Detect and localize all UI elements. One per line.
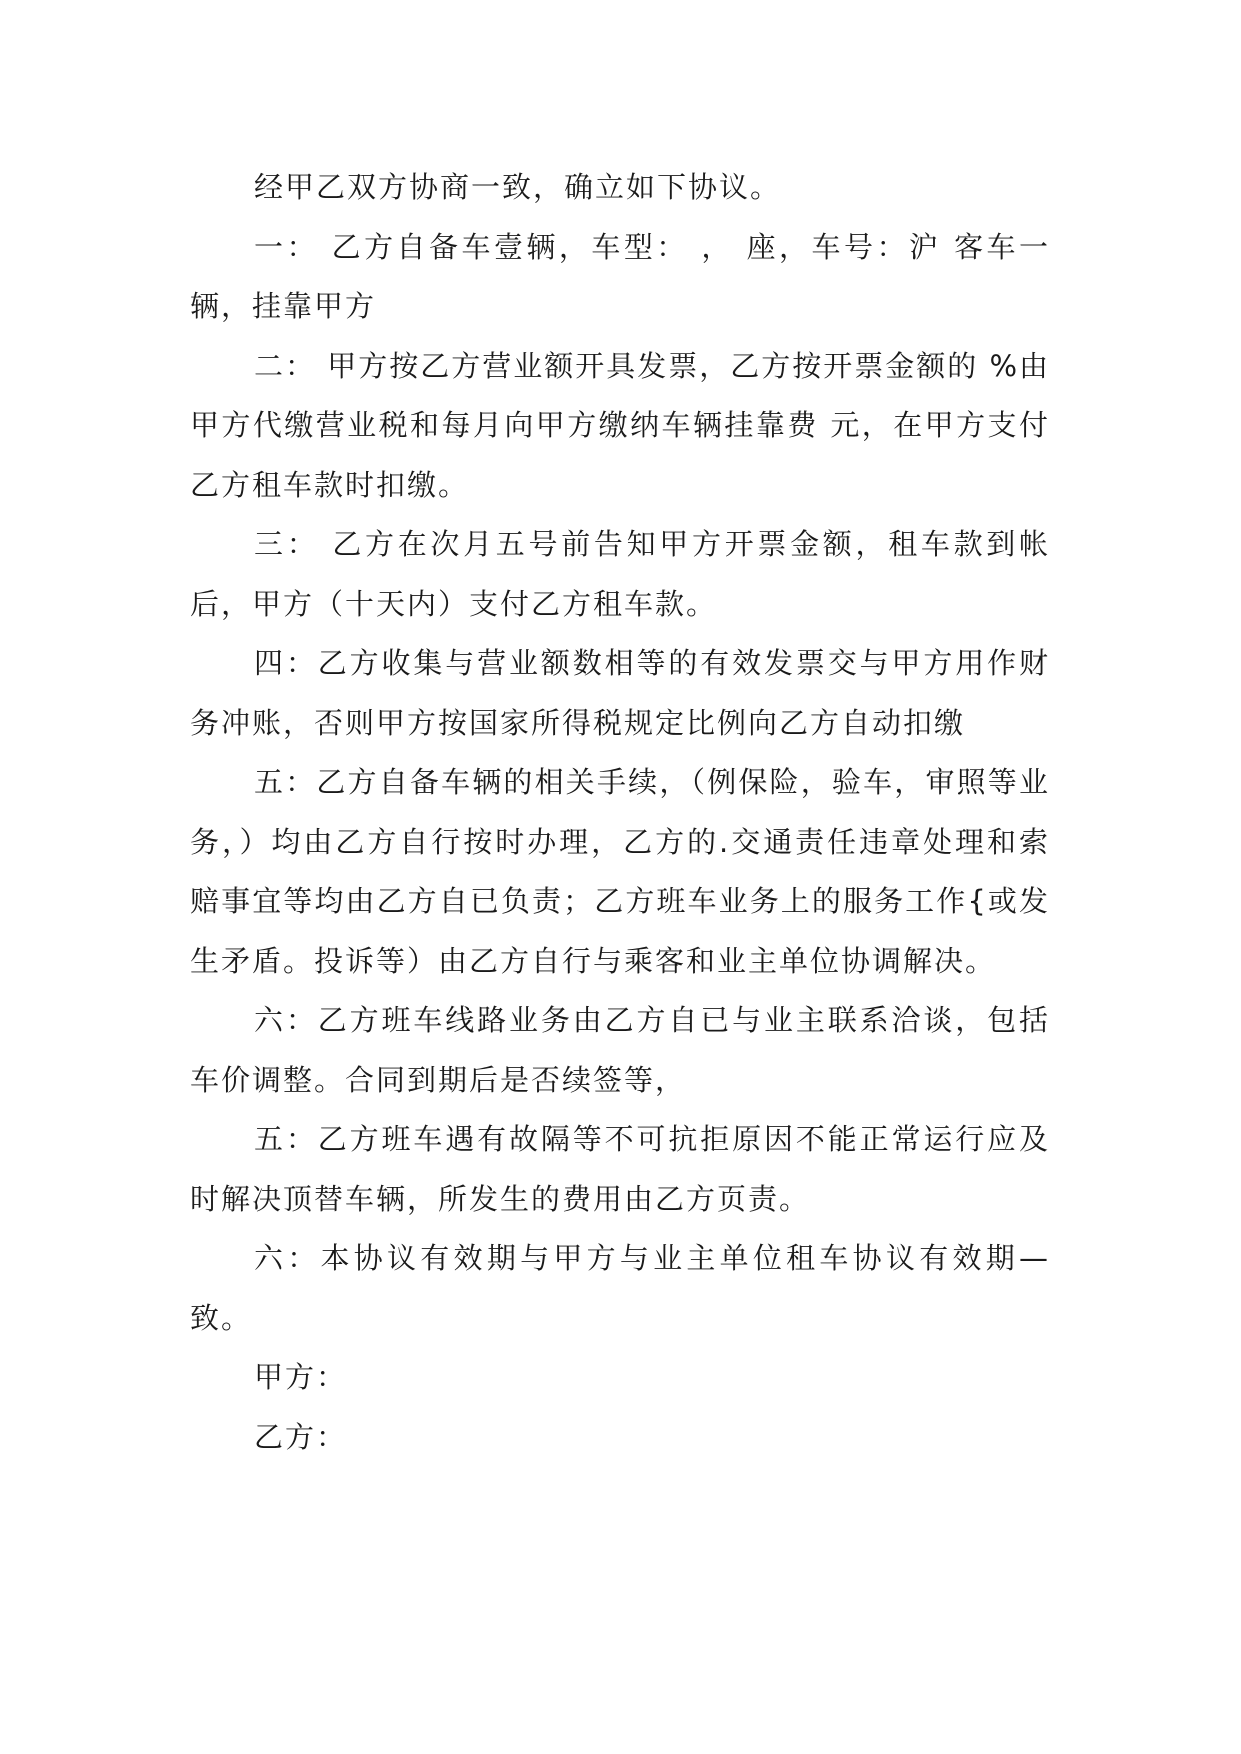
clause-1: 一： 乙方自备车壹辆，车型： ， 座，车号：沪 客车一辆，挂靠甲方 — [190, 229, 1050, 323]
clause-2: 二： 甲方按乙方营业额开具发票，乙方按开票金额的 %由甲方代缴营业税和每月向甲方缴纳车辆挂靠费 元，在甲方支付乙方租车款时扣缴。 — [190, 348, 1050, 502]
document-body — [190, 158, 1050, 1467]
party-a-signature-label: 甲方： — [254, 1360, 348, 1394]
clause-4: 四：乙方收集与营业额数相等的有效发票交与甲方用作财务冲账，否则甲方按国家所得税规定比例向乙方自动扣缴 — [190, 646, 1050, 740]
agreement-intro: 经甲乙双方协商一致，确立如下协议。 — [254, 170, 782, 204]
clause-5: 五：乙方自备车辆的相关手续，（例保险，验车，审照等业务，）均由乙方自行按时办理，乙方的.交通责任违章处理和索赔事宜等均由乙方自已负责；乙方班车业务上的服务工作{或发生矛盾。投诉等）由乙方自行与乘客和业主单位协调解决。 — [190, 765, 1050, 978]
clause-7: 五：乙方班车遇有故隔等不可抗拒原因不能正常运行应及时解决顶替车辆，所发生的费用由乙方页责。 — [190, 1122, 1050, 1216]
clause-8: 六：本协议有效期与甲方与业主单位租车协议有效期—致。 — [190, 1241, 1050, 1335]
party-b-signature-label: 乙方： — [254, 1419, 348, 1454]
clause-3: 三： 乙方在次月五号前告知甲方开票金额，租车款到帐后，甲方（十天内）支付乙方租车款。 — [190, 527, 1050, 621]
clause-6: 六：乙方班车线路业务由乙方自已与业主联系洽谈，包括车价调整。合同到期后是否续签等， — [190, 1003, 1050, 1097]
